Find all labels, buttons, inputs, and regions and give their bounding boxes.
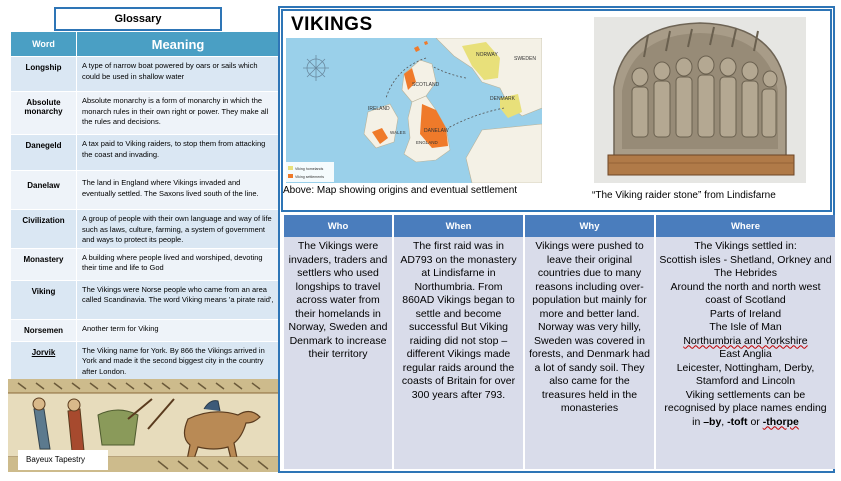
glossary-definition: A building where people lived and worshiped, devoting their time and life to God [77, 248, 280, 280]
glossary-header-row [11, 32, 280, 57]
glossary-term: Civilization [11, 210, 77, 249]
suffix-separator: , [721, 415, 728, 428]
glossary-term: Danegeld [11, 135, 77, 171]
glossary-definition: A group of people with their own language and way of life such as laws, culture, farming, a system of government and ways to protect its people. [77, 210, 280, 249]
where-line: Leicester, Nottingham, Derby, Stamford and Lincoln [676, 361, 815, 387]
where-line: Parts of Ireland [709, 307, 782, 320]
where-line: East Anglia [719, 348, 772, 360]
glossary-row [11, 92, 280, 135]
header-who: Who [284, 215, 392, 237]
glossary-row [11, 280, 280, 319]
glossary-definition: The Vikings were Norse people who came from an area called Scandinavia. The word Viking means 'a pirate raid', [77, 280, 280, 319]
suffix-toft: -toft [727, 415, 748, 428]
map-label-sweden: SWEDEN [514, 56, 536, 62]
header-where: Where [656, 215, 835, 237]
page-title: VIKINGS [291, 14, 373, 35]
why-text: Vikings were pushed to leave their original countries due to many reasons including over-population but mainly for more and better land. Norway was very hilly, Sweden was covered in forests, and Denmark had a lot of sandy soil. They also came for the treasures held in the monasteries [525, 237, 654, 469]
stone-caption: “The Viking raider stone” from Lindisfarne [592, 190, 776, 201]
viking-raider-stone-image [594, 17, 806, 183]
glossary-row [11, 248, 280, 280]
map-caption: Above: Map showing origins and eventual settlement [283, 185, 518, 196]
who-text: The Vikings were invaders, traders and settlers who used longships to travel across water from their homelands in Norway, Sweden and Denmark to increase their territory [284, 237, 392, 469]
glossary-definition: The land in England where Vikings invaded and eventually settled. The Saxons lived south of the line. [77, 171, 280, 210]
viking-map-image [286, 38, 542, 183]
glossary-term: Danelaw [11, 171, 77, 210]
map-label-england: ENGLAND [416, 140, 438, 145]
where-line: The Vikings settled in: [694, 240, 797, 252]
glossary-term: Monastery [11, 248, 77, 280]
when-text: The first raid was in AD793 on the monastery at Lindisfarne in Northumbria. From 860AD Vikings began to settle and become successful But Viking raiding did not stop – different Vikings made regular raids around the coasts of Britain for over 300 years after 793. [394, 237, 523, 469]
glossary-definition: Another term for Viking [77, 319, 280, 341]
where-place-names [659, 389, 832, 430]
map-label-wales: WALES [390, 130, 406, 135]
info-table [282, 215, 837, 469]
info-header-row [284, 215, 835, 237]
glossary-definition: A tax paid to Viking raiders, to stop them from attacking the coast and invading. [77, 135, 280, 171]
glossary-term: Jorvik [11, 341, 77, 381]
map-label-norway: NORWAY [476, 52, 498, 58]
glossary-row [11, 171, 280, 210]
glossary-header-meaning: Meaning [77, 32, 280, 57]
where-line: Northumbria and Yorkshire [683, 334, 808, 347]
where-cell [656, 237, 835, 469]
tapestry-caption: Bayeux Tapestry [18, 450, 108, 470]
info-content-row [284, 237, 835, 469]
glossary-row [11, 135, 280, 171]
map-legend-homelands: Viking homelands [295, 167, 324, 171]
header-why: Why [525, 215, 654, 237]
suffix-by: –by [703, 415, 722, 428]
glossary-table [10, 31, 280, 382]
glossary-definition: A type of narrow boat powered by oars or sails which could be used in shallow water [77, 57, 280, 92]
stone-art [594, 17, 806, 183]
map-legend-settlements: Viking settlements [295, 175, 325, 179]
viking-map-art [286, 38, 542, 183]
suffix-thorpe: -thorpe [762, 415, 799, 428]
where-line: The Isle of Man [709, 321, 782, 333]
glossary-term: Absolute monarchy [11, 92, 77, 135]
glossary-term: Longship [11, 57, 77, 92]
where-line: Scottish isles - Shetland, Orkney and The Hebrides [659, 253, 832, 279]
glossary-term: Viking [11, 280, 77, 319]
glossary-header-word: Word [11, 32, 77, 57]
glossary-definition: The Viking name for York. By 866 the Vikings arrived in York and made it the second biggest city in the country after London. [77, 341, 280, 381]
suffix-or: or [747, 415, 763, 428]
glossary-row [11, 57, 280, 92]
glossary-term: Norsemen [11, 319, 77, 341]
map-label-ireland: IRELAND [368, 106, 390, 112]
glossary-definition: Absolute monarchy is a form of monarchy in which the monarch rules in their own right or power. They make all the rules and decisions. [77, 92, 280, 135]
glossary-row [11, 319, 280, 341]
where-line: Viking settlements can be recognised by place names ending in [664, 388, 827, 428]
map-label-denmark: DENMARK [490, 96, 516, 102]
glossary-title: Glossary [54, 7, 222, 31]
map-label-scotland: SCOTLAND [412, 82, 440, 88]
glossary-row [11, 210, 280, 249]
map-label-danelaw: DANELAW [424, 128, 449, 134]
glossary-row [11, 341, 280, 381]
where-line: Around the north and north west coast of Scotland [670, 280, 821, 306]
header-when: When [394, 215, 523, 237]
